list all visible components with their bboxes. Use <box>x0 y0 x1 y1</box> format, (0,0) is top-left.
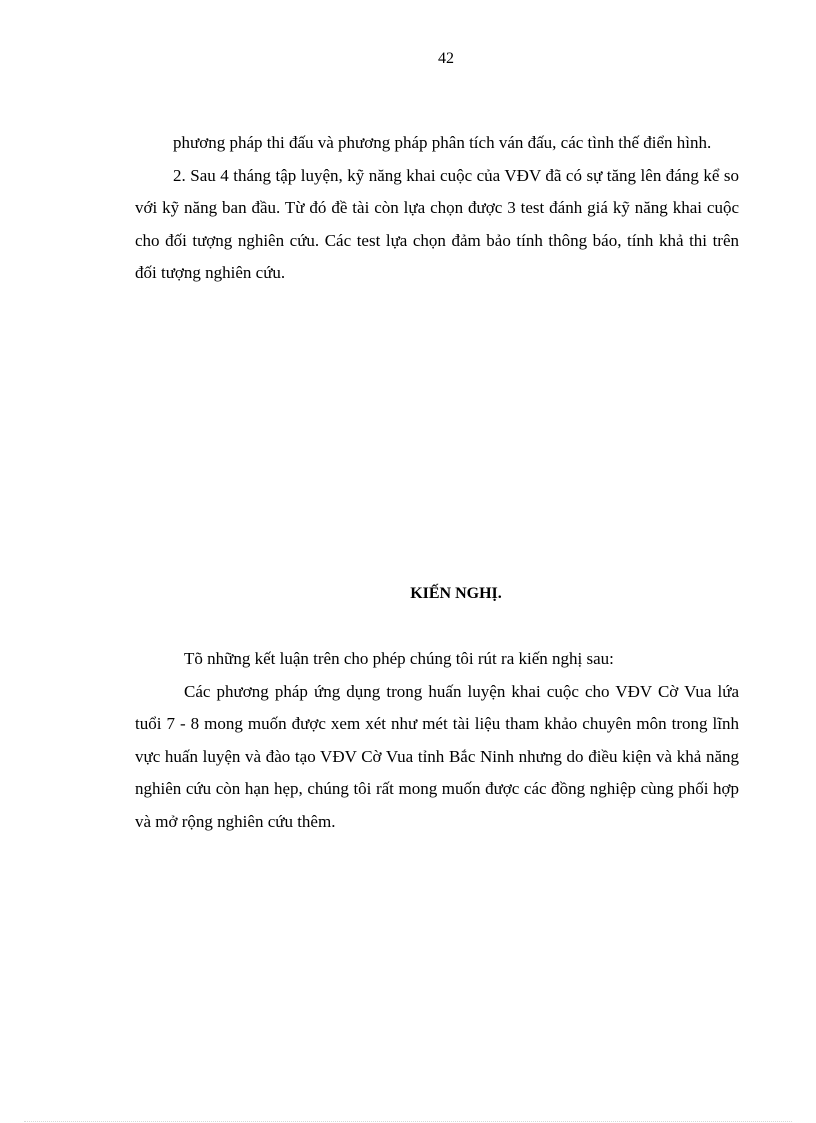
conclusion-continuation-paragraph: phương pháp thi đấu và phương pháp phân tích ván đấu, các tình thế điển hình. <box>173 133 712 152</box>
recommendations-intro-paragraph: Tõ những kết luận trên cho phép chúng tôi rút ra kiến nghị sau: <box>184 649 614 668</box>
recommendations-section <box>135 643 739 838</box>
recommendations-body-paragraph: Các phương pháp ứng dụng trong huấn luyện khai cuộc cho VĐV Cờ Vua lứa tuổi 7 - 8 mong muốn được xem xét như mét tài liệu tham khảo chuyên môn trong lĩnh vực huấn luyện và đào tạo VĐV Cờ Vua tỉnh Bắc Ninh nhưng do điều kiện và khả năng nghiên cứu còn hạn hẹp, chúng tôi rất mong muốn được các đồng nghiệp cùng phối hợp và mở rộng nghiên cứu thêm. <box>135 681 739 831</box>
recommendations-heading: KIẾN NGHỊ. <box>410 585 502 602</box>
conclusions-section <box>135 127 739 290</box>
conclusion-point-2-paragraph: 2. Sau 4 tháng tập luyện, kỹ năng khai cuộc của VĐV đã có sự tăng lên đáng kể so với kỹ năng ban đầu. Từ đó đề tài còn lựa chọn được 3 test đánh giá kỹ năng khai cuộc cho đối tượng nghiên cứu. Các test lựa chọn đảm bảo tính thông báo, tính khả thi trên đối tượng nghiên cứu. <box>135 165 739 282</box>
page-number: 42 <box>438 50 454 67</box>
page-bottom-divider <box>24 1121 792 1122</box>
